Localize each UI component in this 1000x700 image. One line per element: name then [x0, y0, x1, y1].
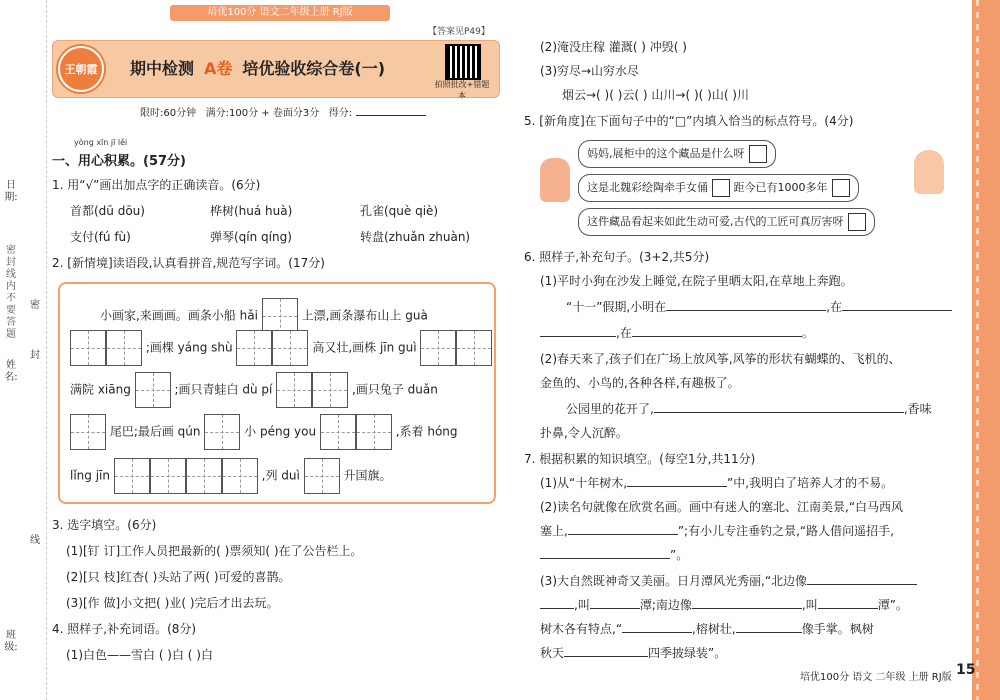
book-banner: 培优100分 语文二年级上册 RJ版	[170, 5, 390, 21]
write-grid[interactable]	[420, 330, 456, 366]
write-grid[interactable]	[276, 372, 312, 408]
dialog-bubble: 妈妈,展柜中的这个藏品是什么呀	[578, 140, 776, 168]
answer-reference: 【答案见P49】	[428, 27, 490, 37]
page-footer: 培优100分 语文 二年级 上册 RJ版	[800, 672, 952, 683]
answer-blank[interactable]	[540, 336, 616, 337]
mother-illustration	[914, 150, 944, 194]
r1-line[interactable]: (2)淹没庄稼 灌溉( ) 冲毁( )	[540, 40, 687, 54]
q2-line: 满院 xiāng ;画只青蛙白 dù pí ,画只兔子 duǎn	[70, 372, 438, 408]
answer-blank[interactable]	[622, 632, 692, 633]
q7-title: 7. 根据积累的知识填空。(每空1分,共11分)	[524, 452, 756, 466]
q1-title: 1. 用“√”画出加点字的正确读音。(6分)	[52, 178, 261, 192]
write-grid[interactable]	[204, 414, 240, 450]
q2-line: lǐng jīn ,列 duì 升国旗。	[70, 458, 392, 494]
q6-line: 公园里的花开了, ,香味	[566, 402, 932, 416]
q6-line: (2)春天来了,孩子们在广场上放风筝,风筝的形状有蝴蝶的、飞机的、	[540, 352, 901, 366]
q2-line: 尾巴;最后画 qún 小 péng you ,系着 hóng	[70, 414, 458, 450]
write-grid[interactable]	[135, 372, 171, 408]
qr-caption: 拍照批改+错题本	[434, 80, 490, 100]
date-label: 日期:	[4, 180, 18, 203]
q2-line: ;画棵 yáng shù 高又壮,画株 jīn guì	[70, 330, 492, 366]
q5-title: 5. [新角度]在下面句子中的“□”内填入恰当的标点符号。(4分)	[524, 114, 854, 128]
q2-title: 2. [新情境]读语段,认真看拼音,规范写字词。(17分)	[52, 256, 325, 270]
q6-line: 扑鼻,令人沉醉。	[540, 426, 628, 440]
q1-item[interactable]: 桦树(huá huà)	[210, 204, 293, 218]
tier-label: A卷	[204, 59, 233, 78]
write-grid[interactable]	[304, 458, 340, 494]
q1-item[interactable]: 转盘(zhuǎn zhuàn)	[360, 230, 471, 244]
q7-line: 树木各有特点,“ ,榕树壮, 像手掌。枫树	[540, 622, 874, 636]
paper-title: 培优验收综合卷(一)	[242, 59, 386, 78]
q4-item[interactable]: (1)白色——雪白 ( )白 ( )白	[66, 648, 213, 662]
q3-item[interactable]: (2)[只 枝]红杏( )头站了两( )可爱的喜鹊。	[66, 570, 291, 584]
write-grid[interactable]	[236, 330, 272, 366]
write-grid[interactable]	[312, 372, 348, 408]
r1-line[interactable]: 烟云→( )( )云( ) 山川→( )( )山( )川	[562, 88, 749, 102]
page-number: 15	[956, 662, 976, 678]
answer-blank[interactable]	[568, 534, 678, 535]
dialog-bubble: 这是北魏彩绘陶牵手女俑 距今已有1000多年	[578, 174, 859, 202]
punct-box[interactable]	[749, 145, 767, 163]
q6-line: 金鱼的、小鸟的,各种各样,有趣极了。	[540, 376, 740, 390]
q7-line: ”。	[540, 546, 688, 563]
q1-item[interactable]: 孔雀(què qiè)	[360, 204, 439, 218]
seal-mi: 密	[30, 300, 40, 311]
section-1-title: 一、用心积累。(57分)	[52, 154, 186, 169]
full-score: 满分:100分 + 卷面分3分	[205, 108, 320, 119]
write-grid[interactable]	[70, 330, 106, 366]
answer-blank[interactable]	[807, 584, 917, 585]
write-grid[interactable]	[106, 330, 142, 366]
qr-code-icon[interactable]	[445, 44, 481, 80]
write-grid[interactable]	[114, 458, 150, 494]
q7-line: (3)大自然既神奇又美丽。日月潭风光秀丽,“北边像	[540, 572, 917, 589]
brand-logo: 王朝霞	[58, 46, 104, 92]
girl-illustration	[540, 158, 570, 202]
q3-item[interactable]: (1)[钉 订]工作人员把最新的( )票须知( )在了公告栏上。	[66, 544, 363, 558]
write-grid[interactable]	[222, 458, 258, 494]
q7-line: (1)从“十年树木, ”中,我明白了培养人才的不易。	[540, 476, 894, 490]
q6-line: ,在 。	[540, 324, 814, 341]
q4-title: 4. 照样子,补充词语。(8分)	[52, 622, 197, 636]
write-grid[interactable]	[456, 330, 492, 366]
q7-line: 塞上, ”;有小儿专注垂钓之景,“路人借问遥招手,	[540, 524, 894, 538]
time-limit: 限时:60分钟	[140, 108, 197, 119]
name-label: 姓名:	[4, 360, 18, 383]
write-grid[interactable]	[70, 414, 106, 450]
score-field[interactable]	[356, 115, 426, 116]
seal-feng: 封	[30, 350, 40, 361]
q6-title: 6. 照样子,补充句子。(3+2,共5分)	[524, 250, 710, 264]
score-label: 得分:	[328, 108, 353, 119]
dialog-bubble: 这件藏品看起来如此生动可爱,古代的工匠可真厉害呀	[578, 208, 875, 236]
q6-line: (1)平时小狗在沙发上睡觉,在院子里晒太阳,在草地上奔跑。	[540, 274, 853, 288]
write-grid[interactable]	[320, 414, 356, 450]
answer-blank[interactable]	[627, 486, 727, 487]
answer-blank[interactable]	[666, 310, 826, 311]
q7-line: ,叫 潭;南边像 ,叫 潭”。	[540, 596, 908, 613]
answer-blank[interactable]	[736, 632, 802, 633]
write-grid[interactable]	[356, 414, 392, 450]
exam-title	[130, 56, 385, 79]
answer-blank[interactable]	[842, 310, 952, 311]
seal-notice: 密封线内不要答题	[6, 245, 16, 340]
r1-line: (3)穷尽→山穷水尽	[540, 64, 640, 78]
write-grid[interactable]	[186, 458, 222, 494]
punct-box[interactable]	[832, 179, 850, 197]
q3-item[interactable]: (3)[作 做]小文把( )业( )完后才出去玩。	[66, 596, 279, 610]
answer-blank[interactable]	[564, 656, 648, 657]
q1-item[interactable]: 支付(fú fù)	[70, 230, 131, 244]
q1-item[interactable]: 首都(dū dōu)	[70, 204, 145, 218]
answer-blank[interactable]	[692, 608, 802, 609]
answer-blank[interactable]	[540, 558, 670, 559]
q7-line: 秋天 四季披绿装”。	[540, 646, 727, 660]
seal-xian: 线	[30, 535, 40, 546]
write-grid[interactable]	[272, 330, 308, 366]
answer-blank[interactable]	[540, 608, 574, 609]
q2-line: 小画家,来画画。画条小船 hǎi 上漂,画条瀑布山上 guà	[100, 298, 428, 334]
write-grid[interactable]	[150, 458, 186, 494]
punct-box[interactable]	[848, 213, 866, 231]
write-grid[interactable]	[262, 298, 298, 334]
class-label: 班级:	[4, 630, 18, 653]
answer-blank[interactable]	[818, 608, 878, 609]
answer-blank[interactable]	[590, 608, 640, 609]
punct-box[interactable]	[712, 179, 730, 197]
answer-blank[interactable]	[654, 412, 904, 413]
section-pinyin: yòng xīn jī lěi	[74, 138, 128, 147]
q1-item[interactable]: 弹琴(qín qíng)	[210, 230, 292, 244]
q3-title: 3. 选字填空。(6分)	[52, 518, 157, 532]
exam-name: 期中检测	[130, 59, 195, 78]
exam-meta	[140, 104, 426, 119]
decorative-border	[972, 0, 1000, 700]
answer-blank[interactable]	[632, 336, 802, 337]
q7-line: (2)读名句就像在欣赏名画。画中有迷人的塞北、江南美景,“白马西风	[540, 500, 904, 514]
q6-line: “十一”假期,小明在 ,在	[566, 298, 952, 315]
